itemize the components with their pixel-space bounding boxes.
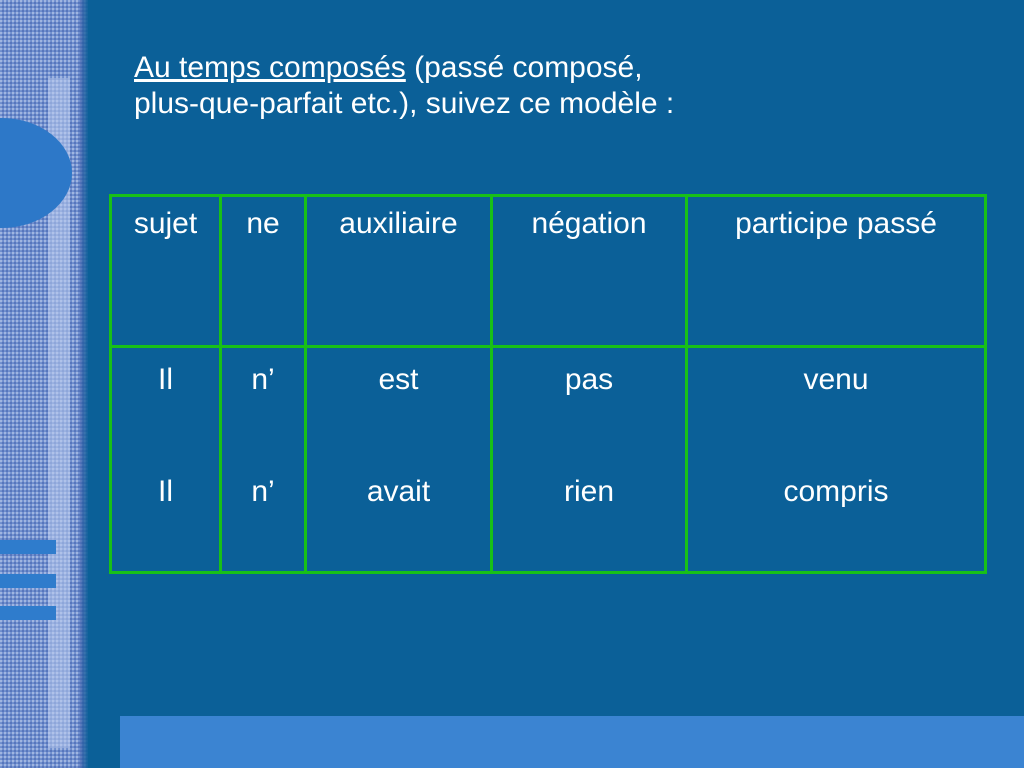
cell-text: Il xyxy=(158,475,173,508)
cell-text: rien xyxy=(563,475,615,508)
header-cell-ne: ne xyxy=(221,196,306,347)
table-cell-ne xyxy=(221,347,306,573)
decorative-horizontal-bar xyxy=(0,606,56,620)
cell-text: Il xyxy=(158,363,173,396)
slide-title xyxy=(134,50,994,122)
decorative-horizontal-bar xyxy=(0,540,56,554)
decorative-left-strip xyxy=(0,0,88,768)
decorative-bottom-band xyxy=(120,716,1024,768)
cell-text: compris xyxy=(783,475,889,508)
decorative-strip-edge xyxy=(80,0,88,768)
cell-text: venu xyxy=(803,363,869,396)
header-cell-participe: participe passé xyxy=(687,196,986,347)
header-cell-negation: négation xyxy=(492,196,687,347)
table-cell-auxiliaire xyxy=(306,347,492,573)
cell-text: avait xyxy=(366,475,431,508)
cell-text: est xyxy=(378,363,419,396)
conjugation-table xyxy=(109,194,987,574)
cell-text: n’ xyxy=(251,475,275,508)
table-row xyxy=(111,347,986,573)
table-cell-sujet xyxy=(111,347,221,573)
header-cell-sujet: sujet xyxy=(111,196,221,347)
title-link[interactable]: Au temps composés xyxy=(134,51,406,84)
table-cell-negation xyxy=(492,347,687,573)
title-line2: plus-que-parfait etc.), suivez ce modèle : xyxy=(134,87,675,120)
table-header-row xyxy=(111,196,986,347)
header-cell-auxiliaire: auxiliaire xyxy=(306,196,492,347)
decorative-horizontal-bar xyxy=(0,574,56,588)
table-cell-participe xyxy=(687,347,986,573)
cell-text: n’ xyxy=(251,363,275,396)
title-rest-line1: (passé composé, xyxy=(405,51,643,84)
cell-text: pas xyxy=(564,363,614,396)
